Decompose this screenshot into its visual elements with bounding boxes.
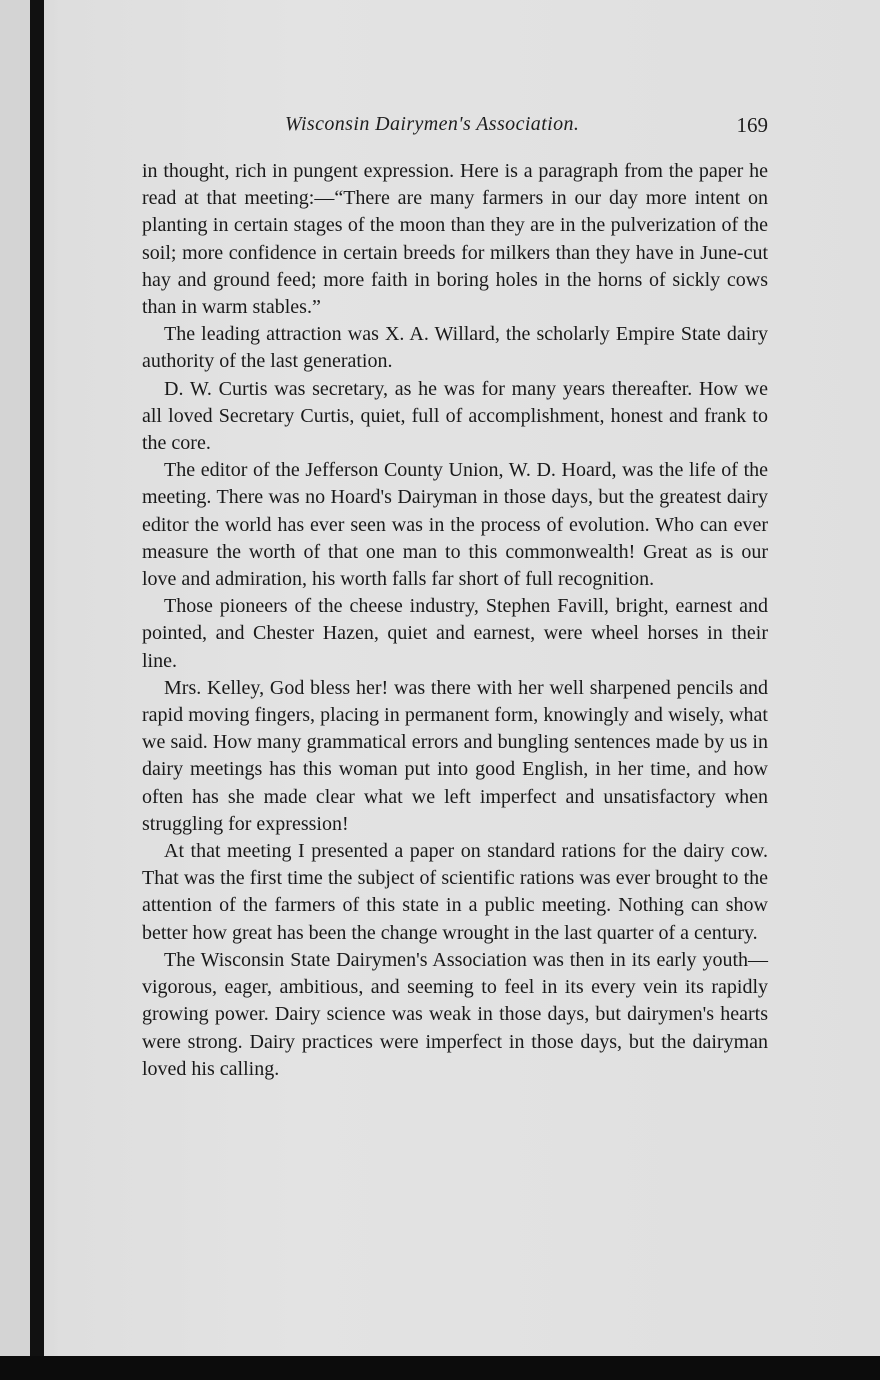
paragraph-4: The editor of the Jefferson County Union, W. D. Hoard, was the life of the meeting. There was no Hoard's Dairyman in those days, but the greatest dairy editor the world has ever seen was in the process of evolution. Who can ever measure the worth of that one man to this commonwealth! Great as is our love and admiration, his worth falls far short of full recognition. bbox=[142, 459, 768, 591]
running-head bbox=[140, 113, 768, 143]
paragraph-5: Those pioneers of the cheese industry, Stephen Favill, bright, earnest and pointed, and Chester Hazen, quiet and earnest, were wheel horses in their line. bbox=[142, 595, 768, 672]
paragraph-2: The leading attraction was X. A. Willard, the scholarly Empire State dairy authority of the last generation. bbox=[142, 323, 768, 373]
paragraph-3: D. W. Curtis was secretary, as he was for many years thereafter. How we all loved Secretary Curtis, quiet, full of accomplishment, honest and frank to the core. bbox=[142, 377, 768, 455]
adjacent-page-margin bbox=[0, 0, 30, 1380]
paragraph-8: The Wisconsin State Dairymen's Association was then in its early youth—vigorous, eager, ambitious, and seeming to feel in its every vein its rapidly growing power. Dairy science was weak in those days, but dairymen's hearts were strong. Dairy practices were imperfect in those days, but the dairyman loved his calling. bbox=[142, 948, 768, 1080]
body-text bbox=[142, 158, 768, 1083]
running-title: Wisconsin Dairymen's Association. bbox=[285, 113, 580, 135]
binding-edge bbox=[30, 0, 44, 1380]
bottom-page-edge bbox=[0, 1356, 880, 1380]
paragraph-1: in thought, rich in pungent expression. Here is a paragraph from the paper he read at that meeting:—“There are many farmers in our day more intent on planting in certain stages of the moon than they are in the pulverization of the soil; more confidence in certain breeds for milkers than they have in June-cut hay and ground feed; more faith in boring holes in the horns of sickly cows than in warm stables.” bbox=[142, 160, 768, 319]
paragraph-7: At that meeting I presented a paper on standard rations for the dairy cow. That was the first time the subject of scientific rations was ever brought to the attention of the farmers of this state in a public meeting. Nothing can show better how great has been the change wrought in the last quarter of a century. bbox=[142, 840, 768, 944]
page-number: 169 bbox=[736, 113, 768, 137]
paragraph-6: Mrs. Kelley, God bless her! was there with her well sharpened pencils and rapid moving fingers, placing in permanent form, knowingly and wisely, what we said. How many grammatical errors and bungling sentences made by us in dairy meetings has this woman put into good English, in her time, and how often has she made clear what we left imperfect and unsatisfactory when struggling for expression! bbox=[142, 676, 768, 835]
